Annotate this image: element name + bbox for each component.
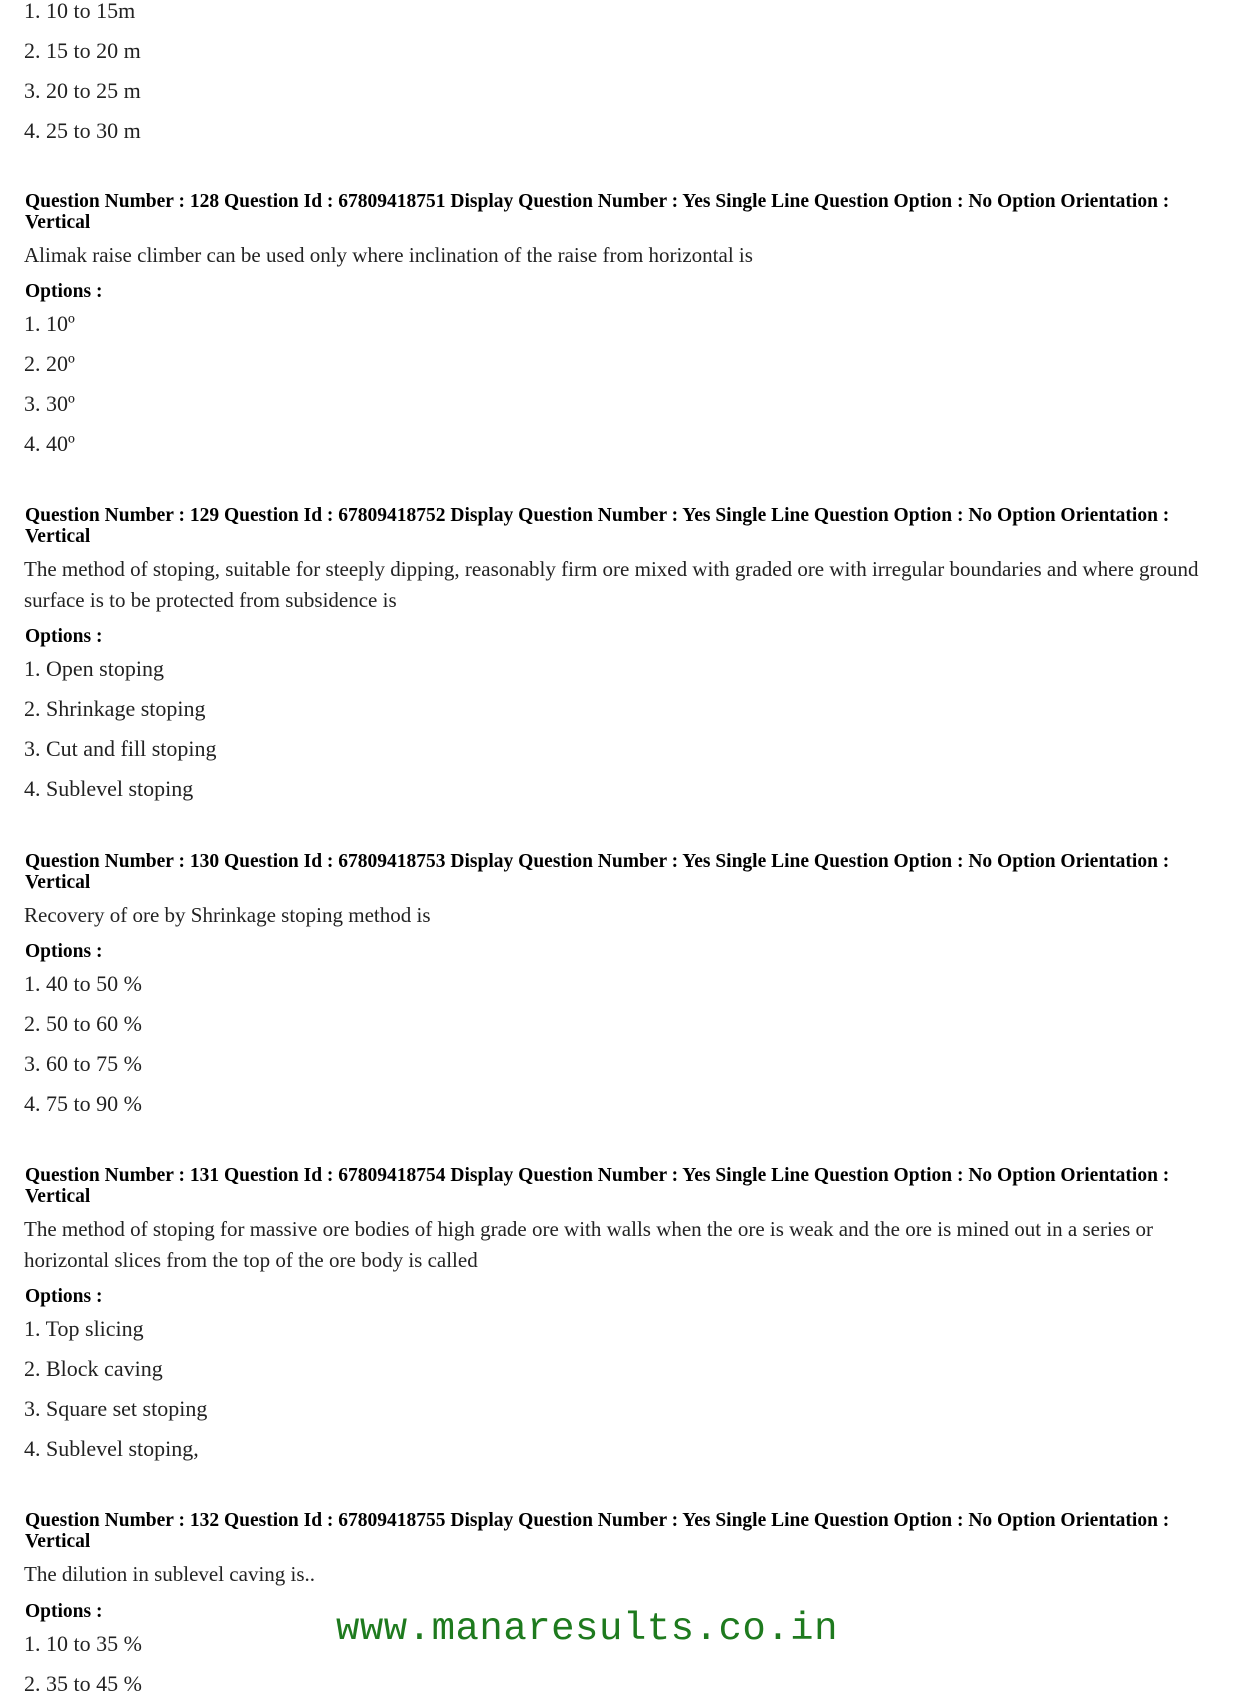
question-131-option-2: 2. Block caving bbox=[24, 1356, 163, 1381]
question-128-option-4: 4. 40º bbox=[24, 431, 75, 456]
question-130-options-label: Options : bbox=[25, 941, 103, 962]
question-132-options-label: Options : bbox=[25, 1601, 103, 1622]
question-129-option-2: 2. Shrinkage stoping bbox=[24, 696, 206, 721]
question-131-header: Question Number : 131 Question Id : 67809418754 Display Question Number : Yes Single Line Question Option : No Option Orientation : Vertical bbox=[25, 1165, 1170, 1207]
question-130-option-1: 1. 40 to 50 % bbox=[24, 971, 142, 996]
question-128-options-label: Options : bbox=[25, 281, 103, 302]
question-130-header: Question Number : 130 Question Id : 67809418753 Display Question Number : Yes Single Line Question Option : No Option Orientation : Vertical bbox=[25, 851, 1170, 893]
question-132-text: The dilution in sublevel caving is.. bbox=[24, 1562, 316, 1586]
site-watermark: www.manaresults.co.in bbox=[336, 1607, 838, 1651]
question-129-option-4: 4. Sublevel stoping bbox=[24, 776, 194, 801]
question-129-options-label: Options : bbox=[25, 626, 103, 647]
question-130-text: Recovery of ore by Shrinkage stoping method is bbox=[24, 903, 431, 927]
question-129-text: The method of stoping, suitable for steeply dipping, reasonably firm ore mixed with graded ore with irregular boundaries and where ground surface is to be protected from subsidence is bbox=[24, 557, 1199, 612]
prev-option-1: 1. 10 to 15m bbox=[24, 0, 136, 23]
question-132-option-1: 1. 10 to 35 % bbox=[24, 1631, 142, 1656]
question-131-option-3: 3. Square set stoping bbox=[24, 1396, 208, 1421]
prev-option-4: 4. 25 to 30 m bbox=[24, 118, 141, 143]
question-132-header: Question Number : 132 Question Id : 67809418755 Display Question Number : Yes Single Line Question Option : No Option Orientation : Vertical bbox=[25, 1510, 1170, 1552]
question-131-text: The method of stoping for massive ore bodies of high grade ore with walls when the ore is weak and the ore is mined out in a series or horizontal slices from the top of the ore body is called bbox=[24, 1217, 1154, 1272]
question-128-text: Alimak raise climber can be used only where inclination of the raise from horizontal is bbox=[24, 243, 753, 267]
question-130-option-4: 4. 75 to 90 % bbox=[24, 1091, 142, 1116]
question-131-options-label: Options : bbox=[25, 1286, 103, 1307]
prev-option-3: 3. 20 to 25 m bbox=[24, 78, 141, 103]
prev-option-2: 2. 15 to 20 m bbox=[24, 38, 141, 63]
question-129-header: Question Number : 129 Question Id : 67809418752 Display Question Number : Yes Single Line Question Option : No Option Orientation : Vertical bbox=[25, 505, 1170, 547]
question-130-option-2: 2. 50 to 60 % bbox=[24, 1011, 142, 1036]
question-128-option-2: 2. 20º bbox=[24, 351, 75, 376]
question-129-option-1: 1. Open stoping bbox=[24, 656, 164, 681]
question-128-option-3: 3. 30º bbox=[24, 391, 75, 416]
question-129-option-3: 3. Cut and fill stoping bbox=[24, 736, 217, 761]
question-128-option-1: 1. 10º bbox=[24, 311, 75, 336]
question-132-option-2: 2. 35 to 45 % bbox=[24, 1671, 142, 1696]
question-131-option-4: 4. Sublevel stoping, bbox=[24, 1436, 199, 1461]
question-128-header: Question Number : 128 Question Id : 67809418751 Display Question Number : Yes Single Line Question Option : No Option Orientation : Vertical bbox=[25, 191, 1170, 233]
question-131-option-1: 1. Top slicing bbox=[24, 1316, 144, 1341]
question-130-option-3: 3. 60 to 75 % bbox=[24, 1051, 142, 1076]
